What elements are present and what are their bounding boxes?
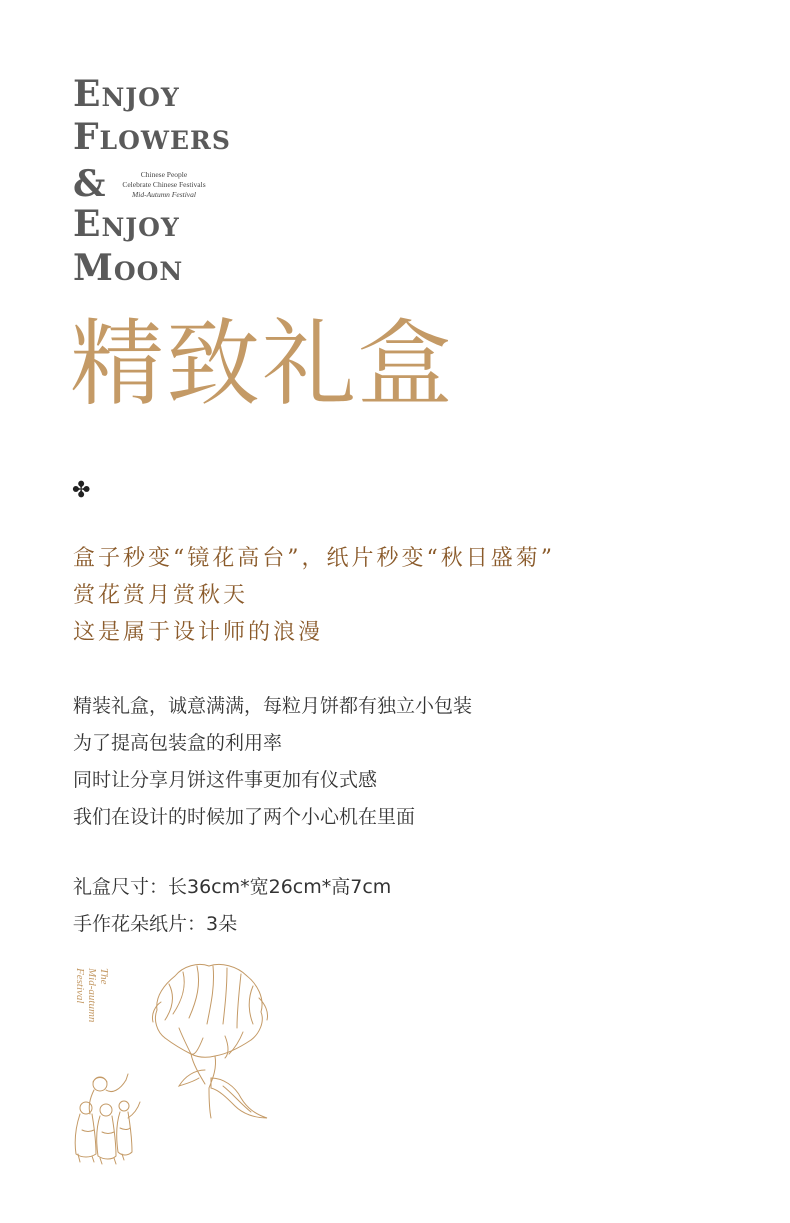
header-subtext bbox=[116, 170, 212, 200]
poem-line: 这是属于设计师的浪漫 bbox=[73, 620, 324, 645]
vertical-text-line: The bbox=[98, 968, 110, 985]
poem bbox=[73, 540, 555, 651]
ornament-icon: ✤ bbox=[72, 478, 91, 503]
specs bbox=[73, 869, 391, 943]
poem-line: 赏花赏月赏秋天 bbox=[73, 583, 249, 608]
chrysanthemum-icon bbox=[143, 958, 275, 1123]
subtext-line-1: Chinese People bbox=[140, 170, 188, 179]
header-line-enjoy: Enjoy bbox=[73, 73, 180, 115]
spec-flower-cards: 手作花朵纸片：3朵 bbox=[73, 913, 238, 935]
poem-line: 盒子秒变“镜花高台”，纸片秒变“秋日盛菊” bbox=[73, 546, 555, 571]
description-line: 为了提高包装盒的利用率 bbox=[73, 732, 283, 754]
header-ampersand: & bbox=[73, 163, 107, 205]
subtext-line-2: Celebrate Chinese Festivals bbox=[122, 180, 206, 189]
festival-vertical-text bbox=[74, 968, 134, 1048]
description bbox=[73, 688, 472, 836]
header-line-moon: Moon bbox=[73, 247, 184, 289]
header-line-flowers: Flowers bbox=[73, 116, 231, 158]
description-line: 精装礼盒，诚意满满，每粒月饼都有独立小包装 bbox=[73, 695, 473, 717]
vertical-text-line: Mid-autumn bbox=[86, 968, 98, 1023]
page-title: 精致礼盒 bbox=[70, 310, 455, 419]
spec-box-size: 礼盒尺寸：长36cm*宽26cm*高7cm bbox=[73, 876, 392, 898]
people-icon bbox=[72, 1070, 144, 1166]
subtext-line-3: Mid-Autumn Festival bbox=[132, 190, 196, 199]
description-line: 我们在设计的时候加了两个小心机在里面 bbox=[73, 806, 416, 828]
header-line-enjoy-2: Enjoy bbox=[73, 203, 180, 245]
vertical-text-line: Festival bbox=[74, 968, 86, 1004]
description-line: 同时让分享月饼这件事更加有仪式感 bbox=[73, 769, 378, 791]
